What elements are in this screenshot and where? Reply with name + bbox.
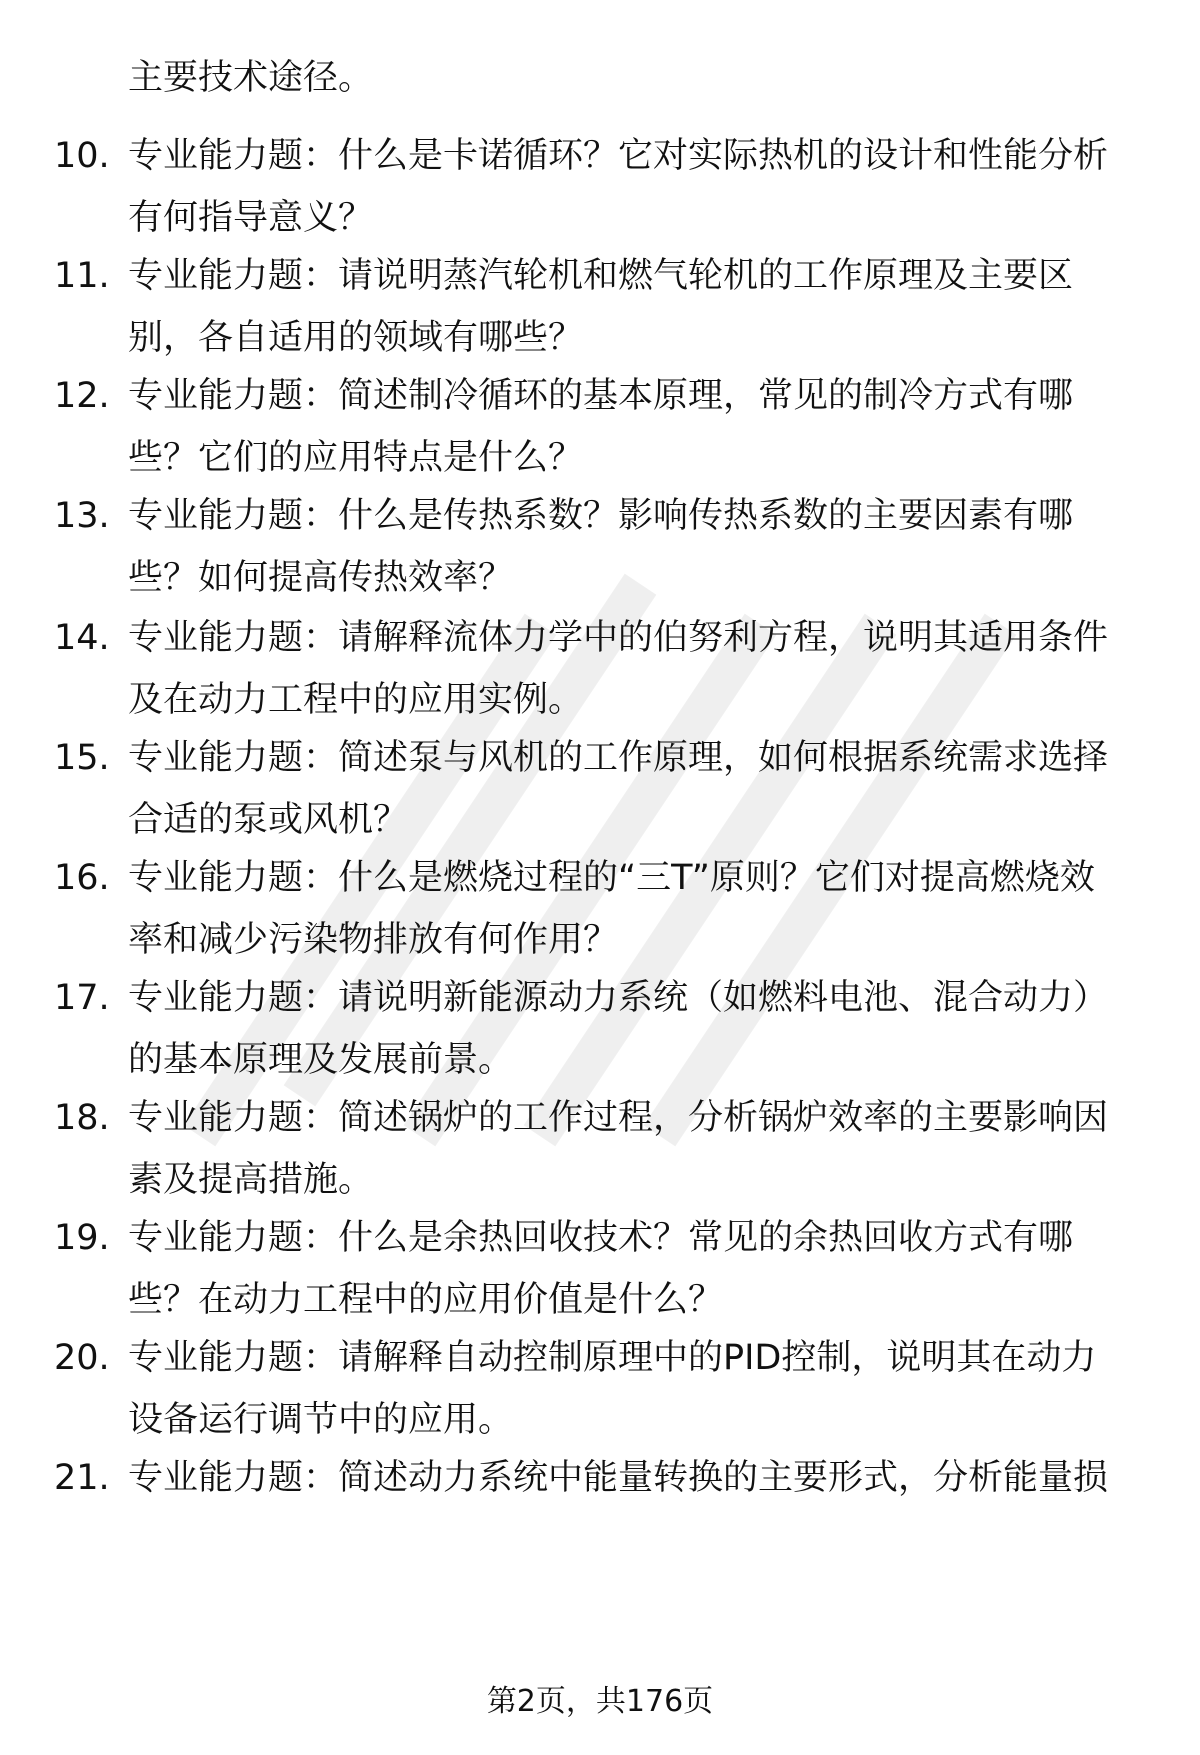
question-number: 21. [54, 1458, 110, 1498]
question-line-continued: 素及提高措施。 [128, 1160, 374, 1200]
question-line: 专业能力题：请说明新能源动力系统（如燃料电池、混合动力） [128, 978, 1109, 1018]
question-number: 15. [54, 738, 110, 778]
question-line-continued: 及在动力工程中的应用实例。 [128, 680, 584, 720]
question-line-continued: 有何指导意义？ [128, 198, 374, 238]
question-line-continued: 合适的泵或风机？ [128, 800, 409, 840]
page-footer [0, 1680, 1200, 1724]
question-number: 13. [54, 496, 110, 536]
question-line: 专业能力题：什么是余热回收技术？常见的余热回收方式有哪 [128, 1218, 1074, 1258]
question-line: 专业能力题：简述动力系统中能量转换的主要形式，分析能量损 [128, 1458, 1109, 1498]
question-line-continued: 些？在动力工程中的应用价值是什么？ [128, 1280, 724, 1320]
question-line-continued: 些？它们的应用特点是什么？ [128, 438, 584, 478]
question-line-continued: 率和减少污染物排放有何作用？ [128, 920, 619, 960]
question-line-continued: 些？如何提高传热效率？ [128, 558, 514, 598]
question-line-continued: 的基本原理及发展前景。 [128, 1040, 514, 1080]
question-line-continued: 设备运行调节中的应用。 [128, 1400, 514, 1440]
question-number: 17. [54, 978, 110, 1018]
question-line: 专业能力题：请说明蒸汽轮机和燃气轮机的工作原理及主要区 [128, 256, 1074, 296]
continuation-line: 主要技术途径。 [128, 58, 374, 98]
question-line: 专业能力题：什么是传热系数？影响传热系数的主要因素有哪 [128, 496, 1074, 536]
question-number: 19. [54, 1218, 110, 1258]
page-number-label: 第2页，共176页 [486, 1684, 714, 1719]
question-line: 专业能力题：请解释流体力学中的伯努利方程，说明其适用条件 [128, 618, 1109, 658]
question-number: 16. [54, 858, 110, 898]
question-line: 专业能力题：简述制冷循环的基本原理，常见的制冷方式有哪 [128, 376, 1074, 416]
question-number: 10. [54, 136, 110, 176]
question-line: 专业能力题：简述泵与风机的工作原理，如何根据系统需求选择 [128, 738, 1109, 778]
question-number: 18. [54, 1098, 110, 1138]
question-line: 专业能力题：简述锅炉的工作过程，分析锅炉效率的主要影响因 [128, 1098, 1109, 1138]
question-number: 20. [54, 1338, 110, 1378]
question-line: 专业能力题：什么是燃烧过程的“三T”原则？它们对提高燃烧效 [128, 858, 1095, 898]
question-number: 12. [54, 376, 110, 416]
question-number: 11. [54, 256, 110, 296]
question-line-continued: 别，各自适用的领域有哪些？ [128, 318, 584, 358]
question-number: 14. [54, 618, 110, 658]
question-line: 专业能力题：什么是卡诺循环？它对实际热机的设计和性能分析 [128, 136, 1109, 176]
question-line: 专业能力题：请解释自动控制原理中的PID控制，说明其在动力 [128, 1338, 1097, 1378]
